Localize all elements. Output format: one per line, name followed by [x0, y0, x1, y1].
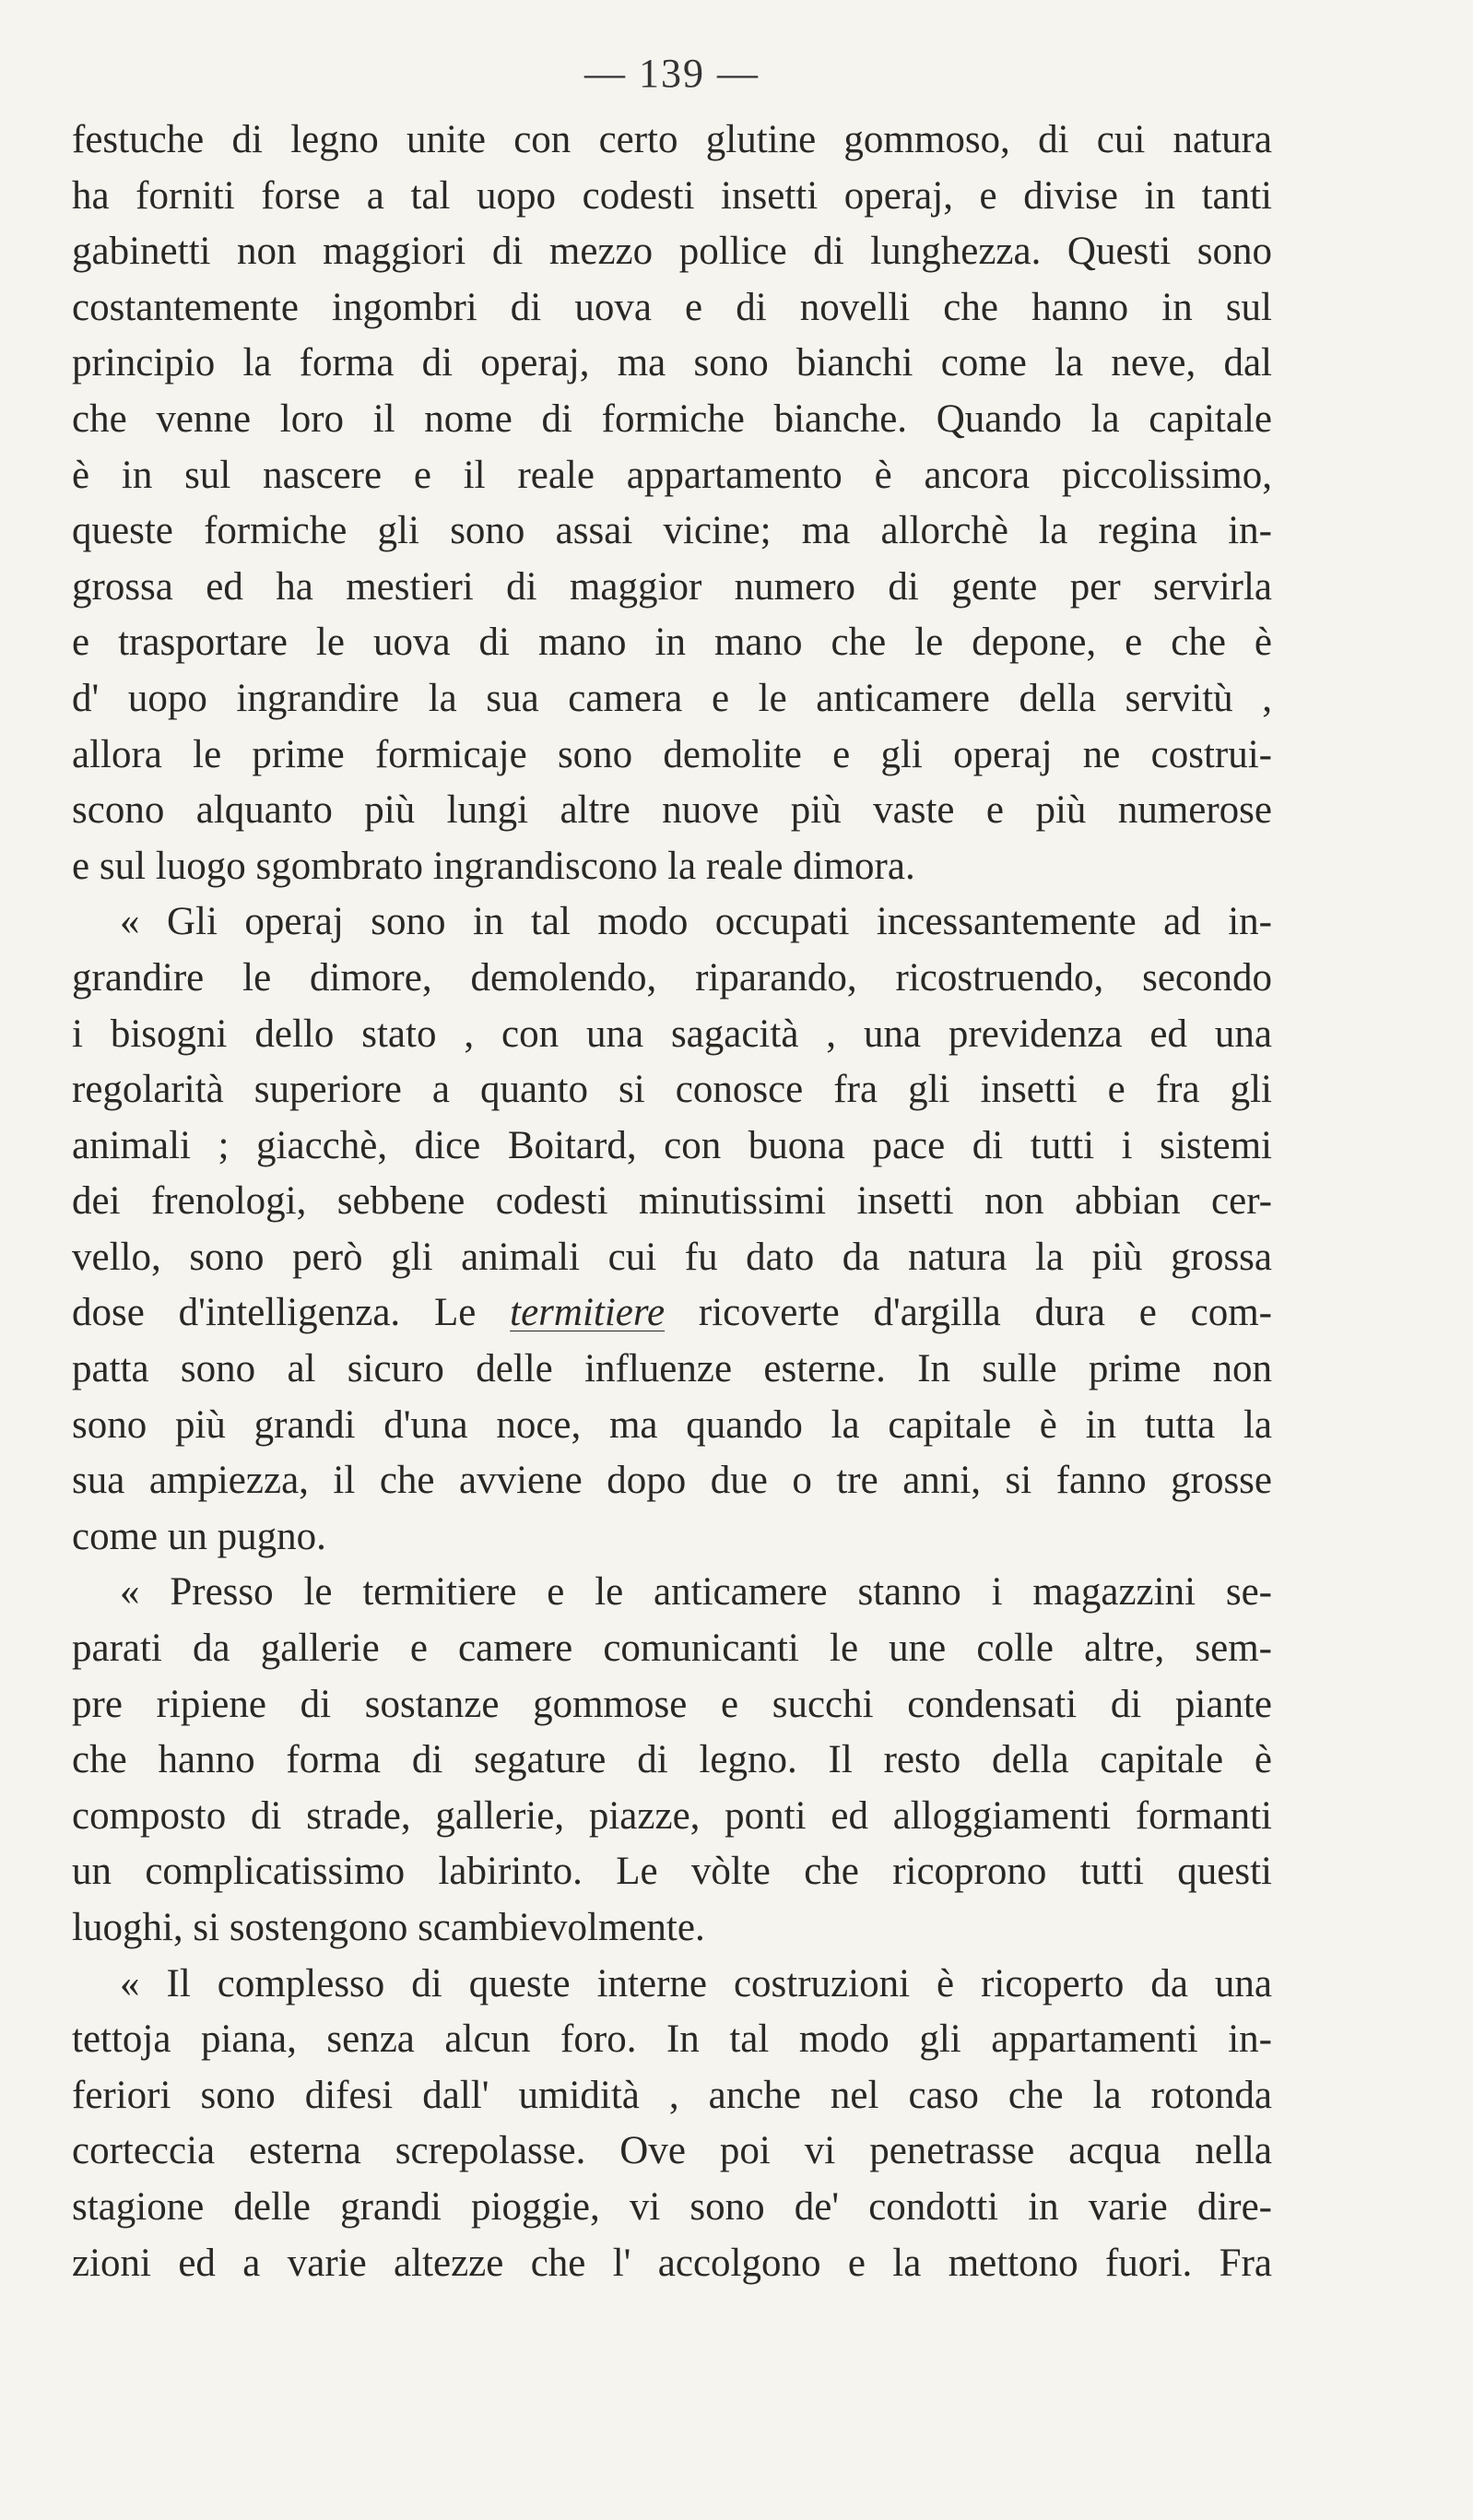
- text-line: parati da gallerie e camere comunicanti le une colle altre, sem-: [72, 1627, 1272, 1671]
- text-line: scono alquanto più lungi altre nuove più vaste e più numerose: [72, 788, 1272, 833]
- text-line: regolarità superiore a quanto si conosce fra gli insetti e fra gli: [72, 1068, 1272, 1112]
- text-line: patta sono al sicuro delle influenze esterne. In sulle prime non: [72, 1347, 1272, 1391]
- text-line: che hanno forma di segature di legno. Il resto della capitale è: [72, 1738, 1272, 1782]
- text-segment: ricoverte d'argilla dura e com-: [665, 1291, 1272, 1335]
- text-line: festuche di legno unite con certo glutine gommoso, di cui natura: [72, 118, 1272, 161]
- text-line: pre ripiene di sostanze gommose e succhi condensati di piante: [72, 1682, 1272, 1726]
- text-line: gabinetti non maggiori di mezzo pollice di lunghezza. Questi sono: [72, 230, 1272, 274]
- book-page: [72, 48, 1272, 2291]
- text-line: dei frenologi, sebbene codesti minutissimi insetti non abbian cer-: [72, 1179, 1272, 1224]
- text-line: e trasportare le uova di mano in mano che le depone, e che è: [72, 621, 1272, 665]
- text-line: stagione delle grandi pioggie, vi sono de' condotti in varie dire-: [72, 2184, 1272, 2229]
- text-line: tettoja piana, senza alcun foro. In tal modo gli appartamenti in-: [72, 2017, 1272, 2062]
- text-line: « Il complesso di queste interne costruzioni è ricoperto da una: [120, 1961, 1272, 2005]
- text-segment: dose d'intelligenza. Le: [72, 1291, 511, 1335]
- text-line: composto di strade, gallerie, piazze, ponti ed alloggiamenti formanti: [72, 1793, 1272, 1838]
- text-line: grandire le dimore, demolendo, riparando, ricostruendo, secondo: [72, 955, 1272, 1000]
- text-line: i bisogni dello stato , con una sagacità , una previdenza ed una: [72, 1012, 1272, 1056]
- text-line: « Presso le termitiere e le anticamere stanno i magazzini se-: [120, 1570, 1272, 1615]
- text-line: allora le prime formicaje sono demolite e gli operaj ne costrui-: [72, 732, 1272, 776]
- text-line: d' uopo ingrandire la sua camera e le anticamere della servitù ,: [72, 676, 1272, 720]
- text-line: ha forniti forse a tal uopo codesti insetti operaj, e divise in tanti: [72, 173, 1272, 218]
- page-number: — 139 —: [584, 51, 760, 96]
- text-line: e sul luogo sgombrato ingrandiscono la reale dimora.: [72, 844, 915, 888]
- text-line: grossa ed ha mestieri di maggior numero di gente per servirla: [72, 564, 1272, 609]
- text-line: principio la forma di operaj, ma sono bianchi come la neve, dal: [72, 341, 1272, 385]
- text-line: è in sul nascere e il reale appartamento è ancora piccolissimo,: [72, 453, 1272, 497]
- text-line: feriori sono difesi dall' umidità , anche nel caso che la rotonda: [72, 2073, 1272, 2117]
- text-line: animali ; giacchè, dice Boitard, con buona pace di tutti i sistemi: [72, 1123, 1272, 1167]
- text-body: [72, 112, 1272, 2291]
- text-line: che venne loro il nome di formiche bianche. Quando la capitale: [72, 396, 1272, 441]
- text-line: sono più grandi d'una noce, ma quando la capitale è in tutta la: [72, 1402, 1272, 1447]
- text-line: « Gli operaj sono in tal modo occupati incessantemente ad in-: [120, 900, 1272, 944]
- text-line: vello, sono però gli animali cui fu dato da natura la più grossa: [72, 1235, 1272, 1279]
- text-line: [72, 1285, 1272, 1342]
- text-line: costantemente ingombri di uova e di novelli che hanno in sul: [72, 285, 1272, 329]
- emphasized-term: termitiere: [510, 1291, 666, 1335]
- text-line: sua ampiezza, il che avviene dopo due o tre anni, si fanno grosse: [72, 1459, 1272, 1503]
- text-line: zioni ed a varie altezze che l' accolgono e la mettono fuori. Fra: [72, 2241, 1272, 2285]
- text-line: queste formiche gli sono assai vicine; ma allorchè la regina in-: [72, 509, 1272, 553]
- text-line: come un pugno.: [72, 1514, 326, 1558]
- text-line: corteccia esterna screpolasse. Ove poi vi penetrasse acqua nella: [72, 2129, 1272, 2173]
- text-line: un complicatissimo labirinto. Le vòlte che ricoprono tutti questi: [72, 1850, 1272, 1894]
- text-line: luoghi, si sostengono scambievolmente.: [72, 1906, 705, 1949]
